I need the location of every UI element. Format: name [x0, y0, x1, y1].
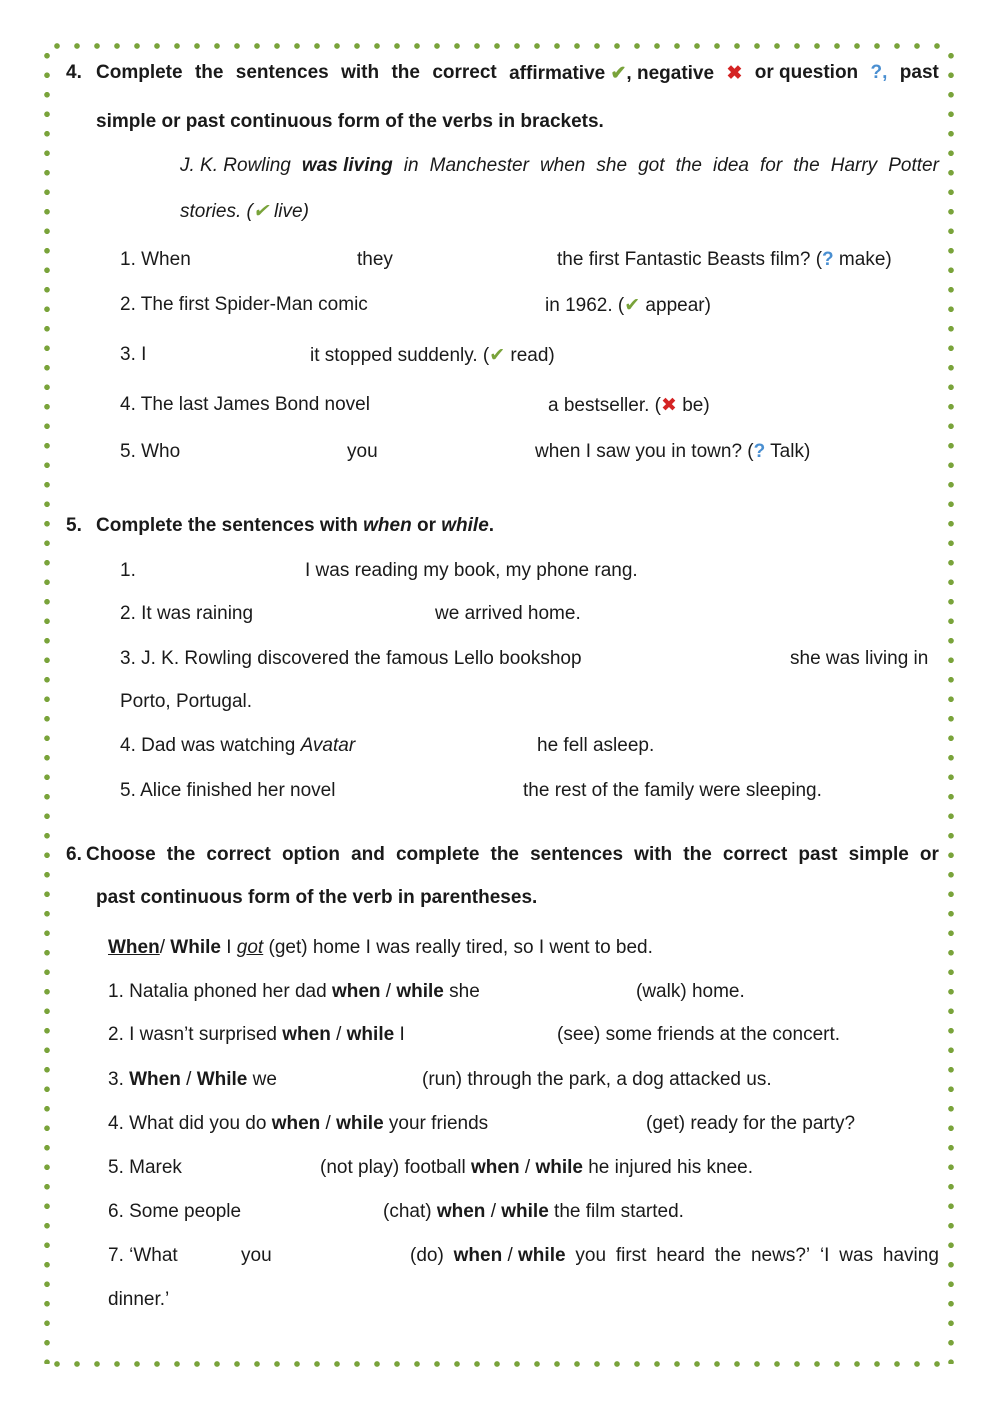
word: past — [798, 844, 838, 865]
word: Potter — [888, 155, 939, 176]
ex4-example-line2 — [180, 200, 309, 223]
check-icon: ✔ — [252, 201, 269, 222]
ex5-item-4-c: he fell asleep. — [537, 735, 655, 756]
word: got — [638, 155, 665, 176]
text: be) — [676, 395, 710, 416]
example-answer: got — [236, 937, 264, 958]
ex5-item-5-c: the rest of the family were sleeping. — [523, 780, 822, 801]
border-bottom — [47, 1360, 951, 1368]
text: (do) — [410, 1245, 444, 1266]
text: / — [502, 1245, 519, 1266]
word: heard — [656, 1245, 705, 1266]
text: / — [180, 1069, 197, 1090]
example-answer: was living — [301, 155, 393, 176]
text: while — [535, 1157, 583, 1178]
word: option — [281, 844, 340, 865]
ex4-example-line1 — [180, 155, 939, 177]
text: read) — [505, 345, 555, 366]
text: in 1962. ( — [545, 295, 625, 316]
ex6-item-7-a: 7. ‘What — [108, 1245, 178, 1266]
ex5-item-4-a — [120, 735, 355, 757]
ex5-item-1-c: I was reading my book, my phone rang. — [305, 560, 638, 581]
border-right — [947, 46, 955, 1364]
ex4-item-3-a: 3. I — [120, 344, 147, 365]
ex6-item-1-a — [108, 981, 480, 1003]
text: appear) — [640, 295, 711, 316]
word: the — [683, 844, 712, 865]
text: Complete the sentences with — [96, 515, 364, 536]
ex4-item-5-c — [535, 441, 810, 463]
text: I — [220, 937, 237, 958]
text: 4. Dad was watching — [120, 735, 301, 756]
text: Talk) — [765, 441, 811, 462]
word: J. K. Rowling — [180, 155, 291, 176]
ex6-item-7-cont: dinner.’ — [108, 1289, 170, 1310]
text: when — [331, 981, 381, 1002]
ex5-title — [96, 515, 494, 537]
ex6-item-5-c — [320, 1157, 753, 1179]
ex6-item-1-c: (walk) home. — [636, 981, 745, 1002]
ex5-item-5-a: 5. Alice finished her novel — [120, 780, 336, 801]
text: (chat) — [383, 1201, 437, 1222]
ex5-item-1-a: 1. — [120, 560, 136, 581]
text: While — [196, 1069, 248, 1090]
ex4-title-line1 — [96, 62, 939, 85]
ex6-title-line2: past continuous form of the verb in parentheses. — [96, 887, 538, 908]
ex4-item-2-a: 2. The first Spider-Man comic — [120, 294, 368, 315]
ex6-item-7-b: you — [241, 1245, 272, 1266]
text: / — [320, 1113, 337, 1134]
text: the first Fantastic Beasts film? ( — [557, 249, 823, 270]
text: When — [108, 937, 160, 958]
text: a bestseller. ( — [548, 395, 661, 416]
text: when — [453, 1245, 503, 1266]
ex6-item-4-c: (get) ready for the party? — [646, 1113, 856, 1134]
word: the — [714, 1245, 742, 1266]
text: while — [346, 1024, 395, 1045]
text: When — [129, 1069, 181, 1090]
ex6-item-6-a: 6. Some people — [108, 1201, 242, 1222]
text: / — [380, 981, 397, 1002]
text: while — [441, 515, 489, 536]
ex6-item-4-a — [108, 1113, 488, 1135]
text: when — [271, 1113, 321, 1134]
ex6-item-6-c — [383, 1201, 684, 1223]
text: when — [471, 1157, 520, 1178]
ex4-item-1-b: they — [357, 249, 393, 270]
word: you — [575, 1245, 607, 1266]
word: simple — [848, 844, 909, 865]
word: Manchester — [429, 155, 529, 176]
ex4-item-2-c — [545, 294, 711, 317]
ex5-item-3-a: 3. J. K. Rowling discovered the famous Lello bookshop — [120, 648, 582, 669]
text: when — [436, 1201, 486, 1222]
ex4-item-4-a: 4. The last James Bond novel — [120, 394, 370, 415]
ex6-item-3-a — [108, 1069, 277, 1091]
text: while — [501, 1201, 549, 1222]
border-top — [47, 42, 951, 50]
ex6-number: 6. — [66, 844, 82, 865]
word: with — [634, 844, 673, 865]
word: she — [596, 155, 628, 176]
question-icon: ? — [753, 441, 766, 462]
word: complete — [395, 844, 480, 865]
ex5-number: 5. — [66, 515, 82, 536]
word: and — [351, 844, 385, 865]
word: having — [882, 1245, 939, 1266]
check-icon: ✔ — [489, 345, 506, 366]
text: we — [247, 1069, 277, 1090]
ex4-item-1-a: 1. When — [120, 249, 191, 270]
text: your friends — [383, 1113, 489, 1134]
word: sentences — [530, 844, 624, 865]
word: the — [793, 155, 820, 176]
word: news?’ — [750, 1245, 811, 1266]
text: when — [282, 1024, 331, 1045]
word: correct — [432, 62, 497, 83]
word: Harry — [830, 155, 878, 176]
word: idea — [713, 155, 749, 176]
text: he injured his knee. — [582, 1157, 754, 1178]
question-icon: ? — [822, 249, 834, 270]
text: / — [159, 937, 171, 958]
text: stories. ( — [180, 201, 253, 222]
text: (get) home I was really tired, so I went to bed. — [263, 937, 653, 958]
word: was — [839, 1245, 874, 1266]
word: the — [490, 844, 519, 865]
word: with — [341, 62, 380, 83]
text: / — [485, 1201, 502, 1222]
word: or — [919, 844, 939, 865]
word: affirmative — [509, 63, 606, 84]
text: when — [363, 515, 412, 536]
word: first — [615, 1245, 647, 1266]
text: live) — [268, 201, 309, 222]
word: past — [899, 62, 939, 83]
cross-icon: ✖ — [661, 395, 677, 416]
text: 3. — [108, 1069, 130, 1090]
border-left — [43, 46, 51, 1364]
ex6-item-7-c — [410, 1245, 939, 1267]
word: for — [760, 155, 783, 176]
word: or question — [754, 62, 859, 83]
question-icon: ?, — [870, 62, 888, 83]
cross-icon: ✖ — [726, 63, 743, 84]
word: the — [675, 155, 702, 176]
text: / — [519, 1157, 536, 1178]
text: (not play) football — [320, 1157, 472, 1178]
word: the — [391, 62, 420, 83]
text: or — [411, 515, 442, 536]
check-icon: ✔ — [624, 295, 641, 316]
word: ‘I — [819, 1245, 830, 1266]
text: while — [518, 1245, 566, 1266]
text: make) — [833, 249, 892, 270]
ex4-item-5-a: 5. Who — [120, 441, 181, 462]
check-icon: ✔ — [610, 63, 627, 84]
text: the film started. — [548, 1201, 684, 1222]
ex6-item-5-a: 5. Marek — [108, 1157, 182, 1178]
ex5-item-2-a: 2. It was raining — [120, 603, 254, 624]
word: correct — [206, 844, 271, 865]
ex6-example — [108, 937, 653, 959]
ex4-item-5-b: you — [347, 441, 378, 462]
ex5-item-3-cont: Porto, Portugal. — [120, 691, 253, 712]
text: she — [443, 981, 480, 1002]
word: in — [403, 155, 419, 176]
text: . — [488, 515, 495, 536]
word: Choose — [86, 844, 156, 865]
ex6-item-2-a — [108, 1024, 405, 1046]
word: the — [166, 844, 196, 865]
ex6-title-line1 — [86, 844, 939, 866]
ex6-item-3-c: (run) through the park, a dog attacked us. — [422, 1069, 772, 1090]
word: correct — [722, 844, 788, 865]
text: it stopped suddenly. ( — [310, 345, 490, 366]
text: 2. I wasn’t surprised — [108, 1024, 283, 1045]
text: Avatar — [300, 735, 356, 756]
text: while — [396, 981, 444, 1002]
word: when — [539, 155, 586, 176]
ex4-number: 4. — [66, 62, 82, 83]
ex6-item-2-c: (see) some friends at the concert. — [557, 1024, 841, 1045]
word: , negative — [626, 63, 715, 84]
ex4-item-3-c — [310, 344, 555, 367]
ex5-item-2-c: we arrived home. — [435, 603, 581, 624]
text: While — [170, 937, 221, 958]
word: sentences — [235, 62, 329, 83]
ex4-item-1-c — [557, 249, 892, 271]
text: / — [330, 1024, 347, 1045]
ex4-title-line2: simple or past continuous form of the verbs in brackets. — [96, 111, 604, 132]
ex4-item-4-c — [548, 394, 710, 417]
word: Complete — [96, 62, 183, 83]
text: while — [336, 1113, 384, 1134]
text: 4. What did you do — [108, 1113, 272, 1134]
ex5-item-3-c: she was living in — [790, 648, 929, 669]
text: I — [394, 1024, 405, 1045]
word: the — [194, 62, 224, 83]
text: when I saw you in town? ( — [535, 441, 754, 462]
text: 1. Natalia phoned her dad — [108, 981, 332, 1002]
